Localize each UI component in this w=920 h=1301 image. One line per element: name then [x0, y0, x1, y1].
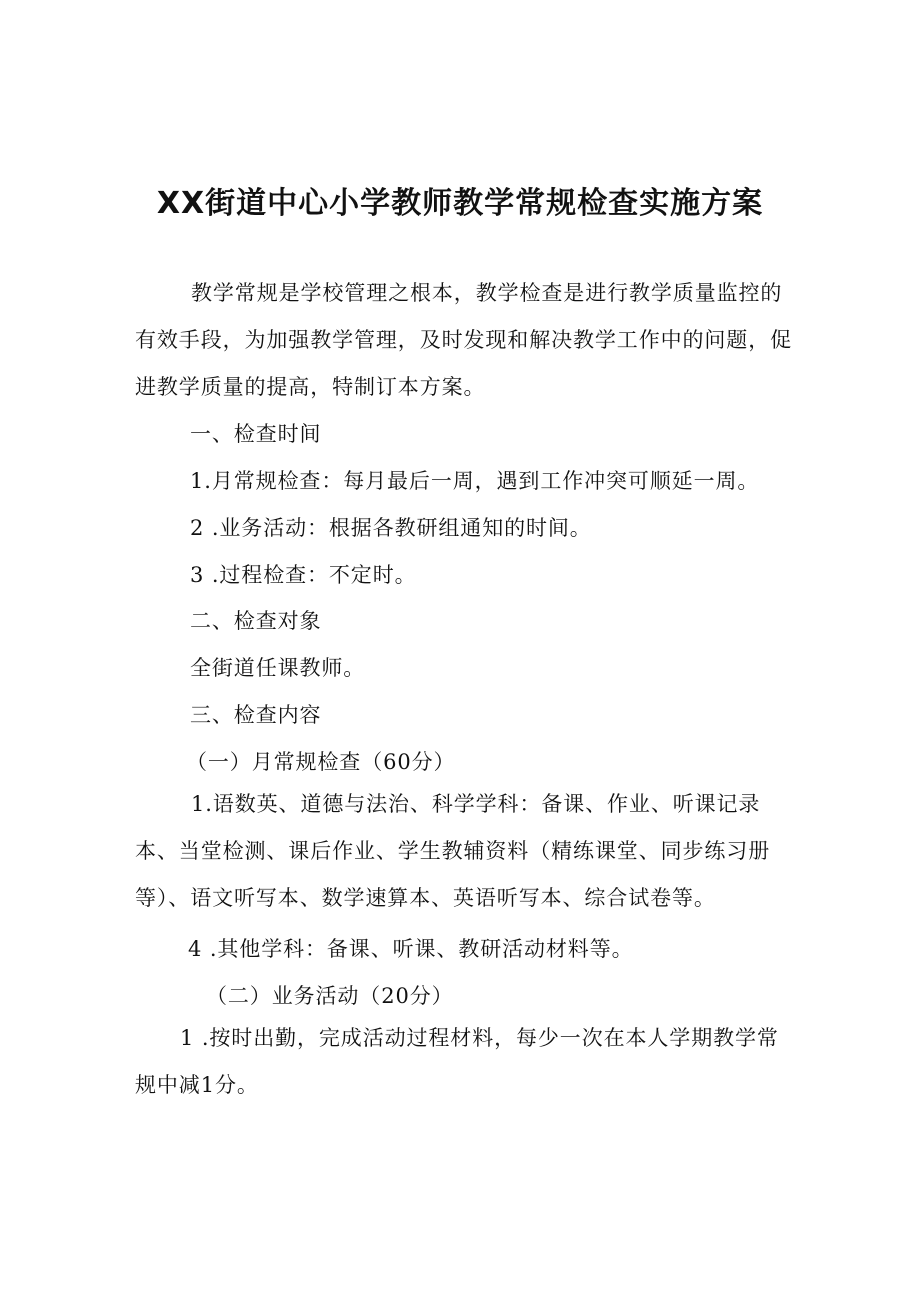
section2-heading: 二、检查对象 [190, 609, 322, 633]
subsection2-item-1: 1 .按时出勤，完成活动过程材料，每少一次在本人学期教学常规中减1分。 [135, 1026, 779, 1097]
document-title: XX街道中心小学教师教学常规检查实施方案 [156, 186, 764, 221]
section1-item-3: 3 .过程检查：不定时。 [190, 563, 417, 587]
section3-heading: 三、检查内容 [190, 703, 322, 727]
section2-body: 全街道任课教师。 [190, 656, 366, 680]
subsection1-heading: （一）月常规检查（60分） [186, 750, 456, 774]
intro-paragraph: 教学常规是学校管理之根本，教学检查是进行教学质量监控的有效手段，为加强教学管理，及时发现和解决教学工作中的问题，促进教学质量的提高，特制订本方案。 [135, 281, 792, 399]
section1-item-1: 1.月常规检查：每月最后一周，遇到工作冲突可顺延一周。 [190, 469, 760, 493]
section1-heading: 一、检查时间 [190, 422, 322, 446]
subsection2-heading: （二）业务活动（20分） [206, 984, 454, 1008]
subsection1-item-1: 1.语数英、道德与法治、科学学科：备课、作业、听课记录本、当堂检测、课后作业、学生教辅资料（精练课堂、同步练习册等）、语文听写本、数学速算本、英语听写本、综合试卷等。 [135, 792, 771, 910]
section1-item-2: 2 .业务活动：根据各教研组通知的时间。 [190, 516, 592, 540]
subsection1-item-2: 4 .其他学科：备课、听课、教研活动材料等。 [188, 937, 634, 961]
